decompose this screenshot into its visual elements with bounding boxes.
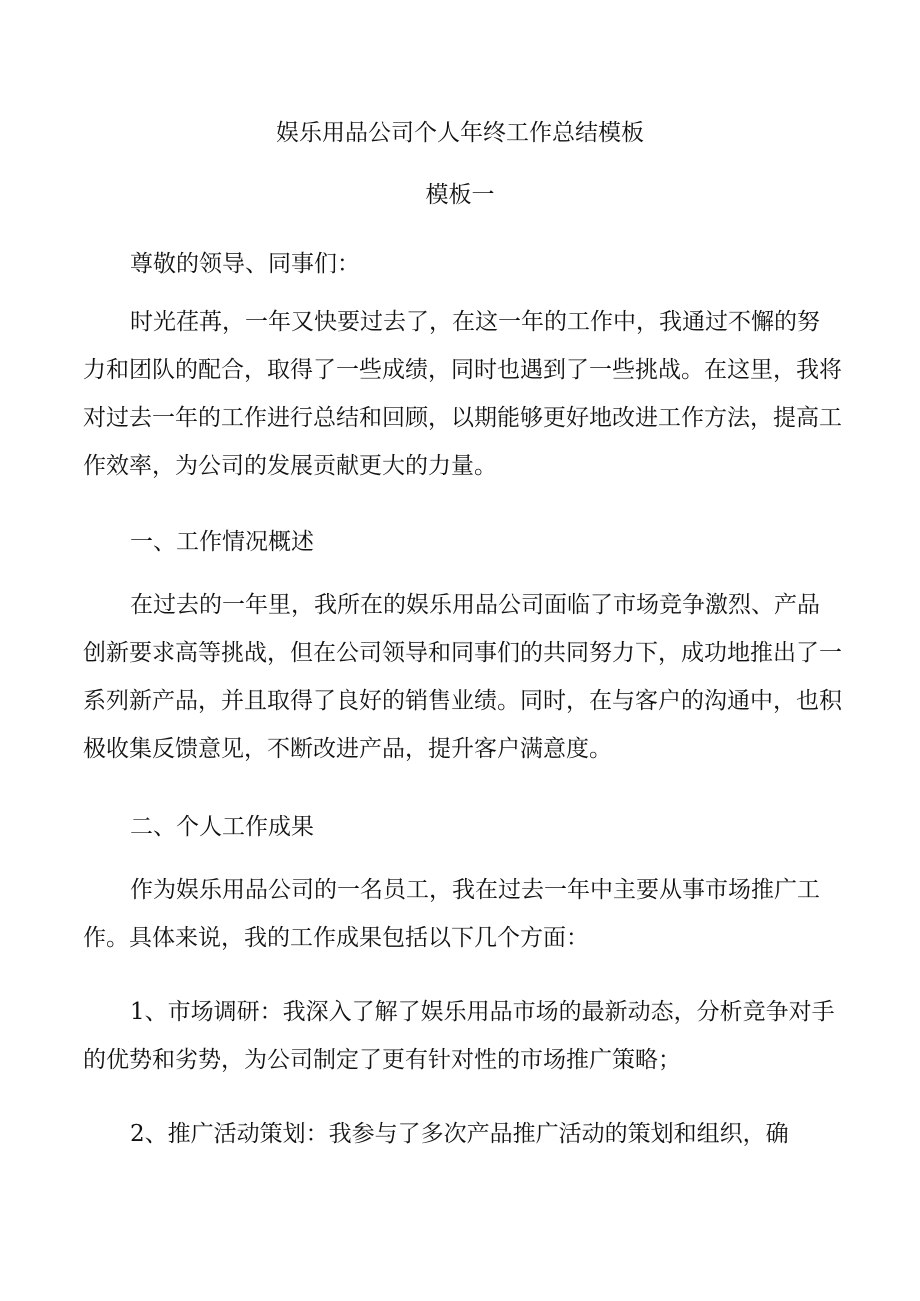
paragraph-line: 1、市场调研：我深入了解了娱乐用品市场的最新动态，分析竞争对手 [130,999,835,1025]
paragraph-line: 作为娱乐用品公司的一名员工，我在过去一年中主要从事市场推广工 [130,877,820,903]
document-subtitle: 模板一 [425,182,495,208]
paragraph-line: 创新要求高等挑战，但在公司领导和同事们的共同努力下，成功地推出了一 [83,640,842,666]
paragraph-line: 系列新产品，并且取得了良好的销售业绩。同时，在与客户的沟通中，也积 [83,688,842,714]
paragraph-line: 作效率，为公司的发展贡献更大的力量。 [83,453,497,479]
paragraph-line: 时光荏苒，一年又快要过去了，在这一年的工作中，我通过不懈的努 [130,309,820,335]
intro-paragraph [83,298,842,490]
section-heading-achievements: 二、个人工作成果 [130,814,314,840]
paragraph-line: 2、推广活动策划：我参与了多次产品推广活动的策划和组织，确 [130,1121,789,1147]
paragraph-line: 力和团队的配合，取得了一些成绩，同时也遇到了一些挑战。在这里，我将 [83,357,842,383]
paragraph-line: 极收集反馈意见，不断改进产品，提升客户满意度。 [83,736,612,762]
document-title: 娱乐用品公司个人年终工作总结模板 [276,120,644,146]
paragraph-line: 的优势和劣势，为公司制定了更有针对性的市场推广策略； [83,1047,681,1073]
list-item-market-research [83,988,835,1084]
list-item-promotion-planning [83,1110,835,1158]
greeting: 尊敬的领导、同事们： [130,251,360,277]
paragraph-line: 作。具体来说，我的工作成果包括以下几个方面： [83,925,589,951]
achievements-intro-paragraph [83,866,835,962]
paragraph-line: 对过去一年的工作进行总结和回顾，以期能够更好地改进工作方法，提高工 [83,405,842,431]
overview-paragraph [83,581,842,773]
paragraph-line: 在过去的一年里，我所在的娱乐用品公司面临了市场竞争激烈、产品 [130,592,820,618]
section-heading-overview: 一、工作情况概述 [130,529,314,555]
